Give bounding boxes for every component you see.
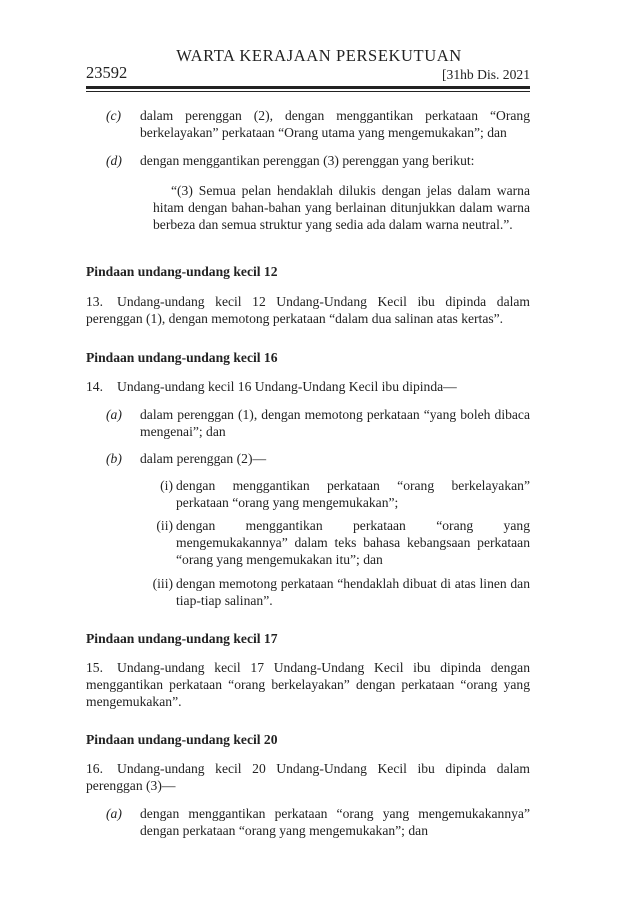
paragraph-14 — [86, 378, 530, 395]
paragraph-text: Undang-undang kecil 16 Undang-Undang Kecil ibu dipinda— — [117, 379, 457, 394]
sub-item-text: dengan memotong perkataan “hendaklah dibuat di atas linen dan tiap-tiap salinan”. — [176, 576, 530, 608]
sub-item-iii — [136, 575, 530, 609]
item-text: dalam perenggan (2), dengan menggantikan perkataan “Orang berkelayakan” perkataan “Orang utama yang mengemukakan”; dan — [140, 108, 530, 140]
sub-item-i — [136, 477, 530, 511]
sub-item-label: (i) — [160, 478, 173, 493]
sub-item-label: (iii) — [152, 576, 173, 591]
list-item-b — [106, 450, 530, 467]
list-item-a — [106, 406, 530, 440]
item-text: dengan menggantikan perenggan (3) perenggan yang berikut: — [140, 153, 475, 168]
gazette-title: WARTA KERAJAAN PERSEKUTUAN — [176, 46, 462, 65]
page-number: 23592 — [86, 63, 128, 82]
header-rule-thick — [86, 86, 530, 89]
quote-text: “(3) Semua pelan hendaklah dilukis dengan jelas dalam warna hitam dengan bahan-bahan yang berlainan ditunjukkan dalam warna berbeza dan semua struktur yang sedia ada dalam warna neutral.”. — [153, 183, 530, 232]
paragraph-text: Undang-undang kecil 20 Undang-Undang Kecil ibu dipinda dalam perenggan (3)— — [86, 761, 530, 793]
section-heading-12: Pindaan undang-undang kecil 12 — [86, 264, 278, 279]
item-text: dengan menggantikan perkataan “orang yang mengemukakannya” dengan perkataan “orang yang mengemukakan”; dan — [140, 806, 530, 838]
sub-item-label: (ii) — [156, 518, 173, 533]
paragraph-text: Undang-undang kecil 12 Undang-Undang Kecil ibu dipinda dalam perenggan (1), dengan memotong perkataan “dalam dua salinan atas kertas”. — [86, 294, 530, 326]
paragraph-text: Undang-undang kecil 17 Undang-Undang Kecil ibu dipinda dengan menggantikan perkataan “orang berkelayakan” dengan perkataan “orang yang mengemukakan”. — [86, 660, 530, 709]
sub-item-ii — [136, 517, 530, 568]
section-heading-16: Pindaan undang-undang kecil 16 — [86, 350, 278, 365]
paragraph-number: 14. — [86, 379, 103, 394]
item-text: dalam perenggan (1), dengan memotong perkataan “yang boleh dibaca mengenai”; dan — [140, 407, 530, 439]
paragraph-15 — [86, 659, 530, 710]
list-item-c — [106, 107, 530, 141]
header-rule-thin — [86, 91, 530, 92]
paragraph-number: 16. — [86, 761, 103, 776]
paragraph-number: 13. — [86, 294, 103, 309]
issue-date: [31hb Dis. 2021 — [442, 67, 530, 82]
item-label: (c) — [106, 108, 122, 123]
sub-item-text: dengan menggantikan perkataan “orang berkelayakan” perkataan “orang yang mengemukakan”; — [176, 478, 530, 510]
paragraph-13 — [86, 293, 530, 327]
list-item-a-20 — [106, 805, 530, 839]
paragraph-16 — [86, 760, 530, 794]
item-label: (a) — [106, 806, 122, 821]
item-label: (d) — [106, 153, 122, 168]
item-label: (a) — [106, 407, 122, 422]
item-text: dalam perenggan (2)— — [140, 451, 267, 466]
section-heading-20: Pindaan undang-undang kecil 20 — [86, 732, 278, 747]
sub-item-text: dengan menggantikan perkataan “orang yang mengemukakannya” dalam teks bahasa kebangsaan perkataan “orang yang mengemukakan itu”; dan — [176, 518, 530, 567]
item-label: (b) — [106, 451, 122, 466]
list-item-d — [106, 152, 530, 169]
section-heading-17: Pindaan undang-undang kecil 17 — [86, 631, 278, 646]
quoted-paragraph — [153, 182, 530, 233]
paragraph-number: 15. — [86, 660, 103, 675]
